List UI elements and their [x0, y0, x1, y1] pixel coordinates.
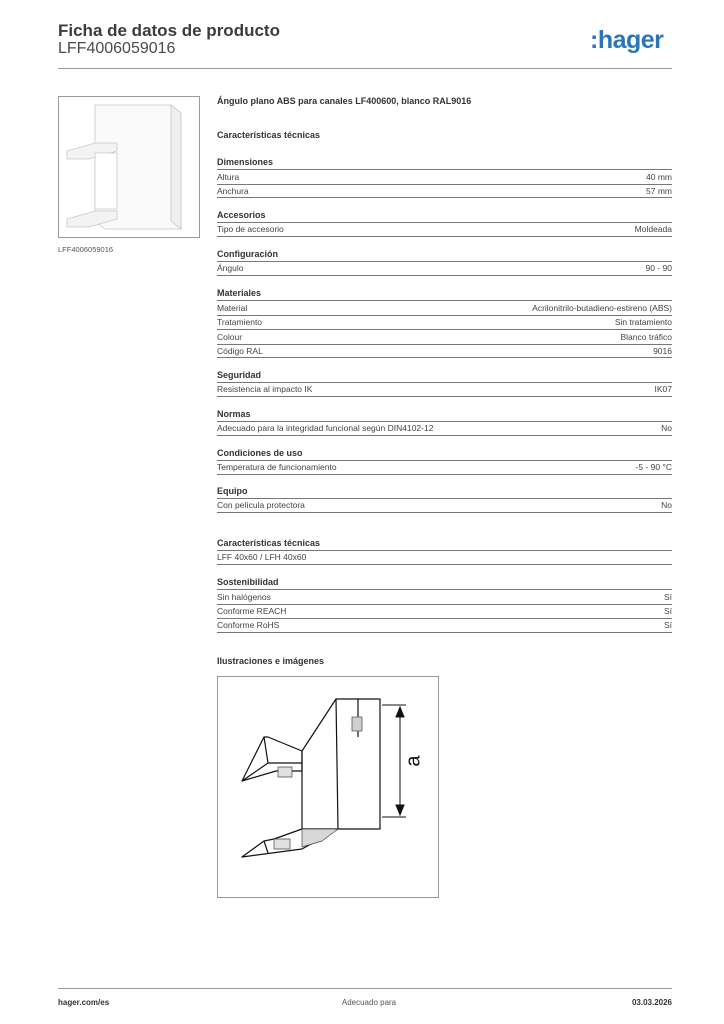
spec-label: Anchura: [217, 185, 249, 196]
spec-row: [217, 222, 672, 237]
spec-label: Temperatura de funcionamiento: [217, 462, 337, 473]
section-title: Accesorios: [217, 210, 266, 220]
section-dimensiones: [217, 155, 672, 198]
spec-label: Conforme REACH: [217, 606, 287, 617]
spec-label: Código RAL: [217, 345, 263, 356]
spec-row: [217, 261, 672, 276]
section-title: Materiales: [217, 288, 262, 298]
spec-row: [217, 329, 672, 344]
illustrations-heading: Ilustraciones e imágenes: [217, 656, 325, 666]
spec-value: 90 - 90: [645, 263, 672, 274]
section-title: Características técnicas: [217, 538, 321, 548]
section-title: Configuración: [217, 249, 278, 259]
section-title: Equipo: [217, 486, 248, 496]
footer-date: 03.03.2026: [631, 998, 672, 1007]
dimension-drawing: [217, 676, 439, 898]
spec-value: Moldeada: [634, 224, 672, 235]
angle-line-drawing: [218, 677, 438, 897]
header-divider: [58, 68, 672, 69]
dimension-label-a: a: [402, 755, 425, 767]
hager-logo[interactable]: :hager: [590, 26, 664, 54]
spec-row: [217, 550, 672, 565]
spec-row: [217, 315, 672, 330]
spec-label: Sin halógenos: [217, 591, 271, 602]
spec-value: 9016: [653, 345, 672, 356]
spec-label: Colour: [217, 331, 243, 342]
spec-value: No: [661, 500, 672, 511]
spec-label: Con película protectora: [217, 500, 305, 511]
spec-label: Material: [217, 302, 248, 313]
footer-website-link[interactable]: hager.com/es: [58, 998, 110, 1007]
spec-value: Sí: [663, 606, 672, 617]
spec-label: Tipo de accesorio: [217, 224, 284, 235]
section-accesorios: [217, 208, 672, 237]
spec-value: Blanco tráfico: [620, 331, 672, 342]
section-equipo: [217, 484, 672, 513]
section-title: Normas: [217, 409, 251, 419]
spec-value: -5 - 90 °C: [635, 462, 672, 473]
spec-label: Conforme RoHS: [217, 620, 280, 631]
image-caption: LFF4006059016: [58, 245, 114, 254]
spec-value: IK07: [654, 384, 672, 395]
spec-label: Adecuado para la integridad funcional según DIN4102-12: [217, 423, 434, 434]
spec-row: [217, 344, 672, 359]
spec-value: 57 mm: [646, 185, 672, 196]
spec-label: Resistencia al impacto IK: [217, 384, 313, 395]
section-caracteristicas-tecnicas: [217, 536, 672, 565]
spec-row: [217, 460, 672, 475]
spec-row: [217, 589, 672, 604]
spec-row: [217, 618, 672, 633]
page-title: Ficha de datos de producto: [58, 21, 280, 40]
spec-row: [217, 382, 672, 397]
section-condiciones-de-uso: [217, 446, 672, 475]
section-materiales: [217, 286, 672, 358]
product-angle-thumbnail: [59, 97, 199, 237]
section-sostenibilidad: [217, 575, 672, 633]
section-seguridad: [217, 368, 672, 397]
spec-label: Altura: [217, 171, 240, 182]
spec-value: Acrilonitrilo-butadieno-estireno (ABS): [532, 302, 672, 313]
footer-center-text: Adecuado para: [341, 998, 397, 1007]
spec-value: Sí: [663, 591, 672, 602]
product-reference: LFF4006059016: [58, 40, 176, 57]
footer-divider: [58, 988, 672, 989]
section-configuracion: [217, 247, 672, 276]
spec-value: No: [661, 423, 672, 434]
spec-row: [217, 421, 672, 436]
section-title: Dimensiones: [217, 157, 274, 167]
product-name: Ángulo plano ABS para canales LF400600, blanco RAL9016: [217, 96, 472, 106]
section-normas: [217, 407, 672, 436]
spec-row: [217, 184, 672, 199]
section-title: Sostenibilidad: [217, 577, 279, 587]
spec-label: LFF 40x60 / LFH 40x60: [217, 552, 307, 563]
product-image: [58, 96, 200, 238]
spec-row: [217, 300, 672, 315]
technical-characteristics-heading: Características técnicas: [217, 130, 321, 140]
section-title: Seguridad: [217, 370, 262, 380]
spec-label: Ángulo: [217, 263, 244, 274]
spec-value: 40 mm: [646, 171, 672, 182]
spec-row: [217, 169, 672, 184]
spec-row: [217, 498, 672, 513]
spec-value: Sin tratamiento: [614, 317, 672, 328]
spec-label: Tratamiento: [217, 317, 263, 328]
spec-row: [217, 604, 672, 619]
spec-value: Sí: [663, 620, 672, 631]
section-title: Condiciones de uso: [217, 448, 303, 458]
